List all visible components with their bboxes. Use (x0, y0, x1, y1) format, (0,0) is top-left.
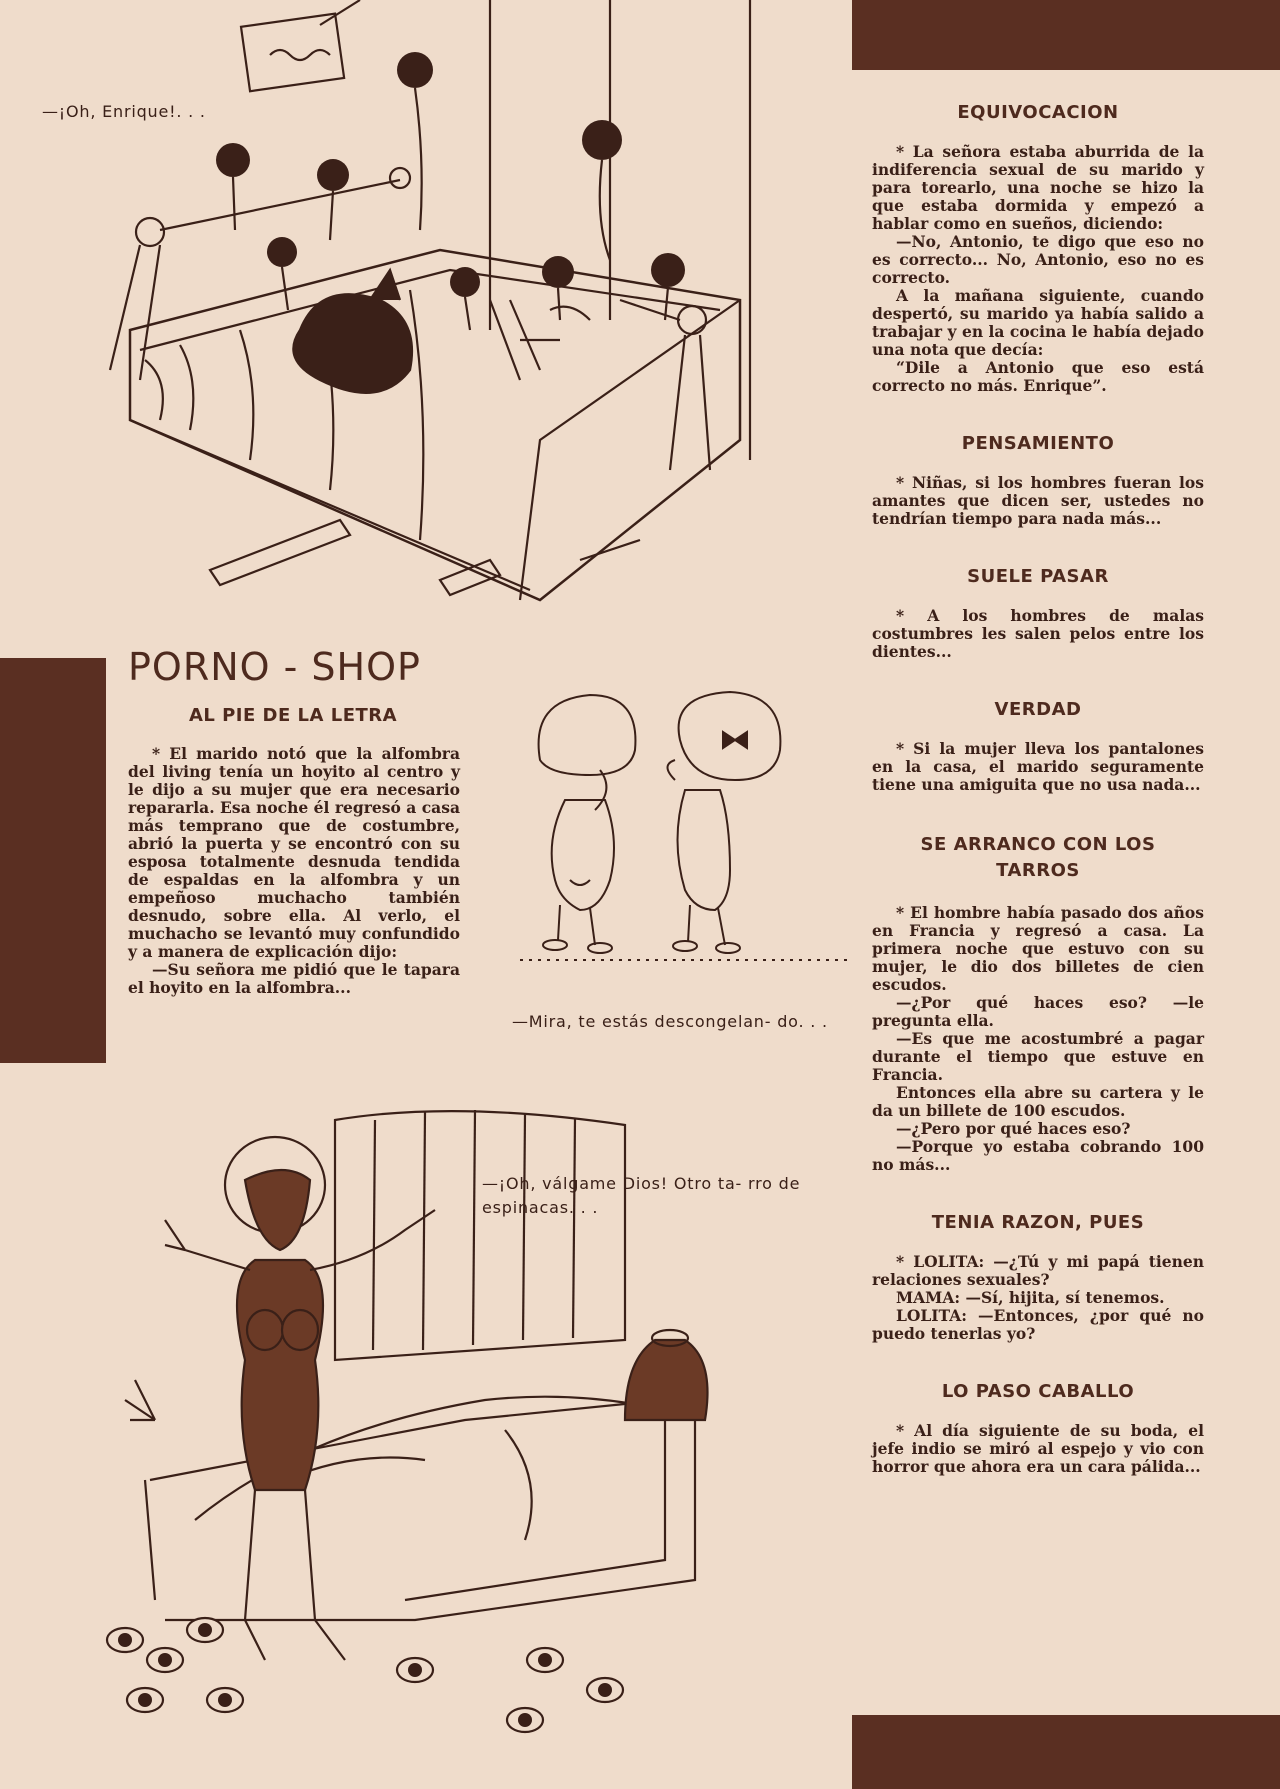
article-body-equivocacion (872, 143, 1204, 395)
paragraph: * El marido notó que la alfombra del living tenía un hoyito al centro y le dijo a su mujer que era necesario repararla. Esa noche él regresó a casa más temprano que de costumbre, abrió la puerta y se encontró con su esposa totalmente desnuda tendida de espaldas en la alfombra y un empeñoso muchacho también desnudo, sobre ella. Al verlo, el muchacho se levantó muy confundido y a manera de explicación dijo: (128, 744, 460, 961)
article-body-se-arranco (872, 904, 1204, 1174)
paragraph: A la mañana siguiente, cuando despertó, su marido ya había salido a trabajar y en la cocina le había dejado una nota que decía: (872, 286, 1204, 359)
bottom-right-band (852, 1715, 1280, 1789)
article-heading-se-arranco: SE ARRANCO CON LOS TARROS (920, 834, 1156, 881)
paragraph: “Dile a Antonio que eso está correcto no más. Enrique”. (872, 358, 1204, 395)
paragraph: —¿Por qué haces eso? —le pregunta ella. (872, 993, 1204, 1030)
paragraph: * LOLITA: —¿Tú y mi papá tienen relaciones sexuales? (872, 1252, 1204, 1289)
article-heading-pensamiento: PENSAMIENTO (961, 433, 1115, 454)
article-body-verdad (872, 740, 1204, 794)
right-column-jokes (872, 102, 1204, 1476)
article-body-lo-paso-caballo (872, 1422, 1204, 1476)
section-title-porno-shop: PORNO - SHOP (128, 645, 421, 689)
paragraph: —Su señora me pidió que le tapara el hoyito en la alfombra... (128, 960, 460, 997)
article-heading-al-pie-de-la-letra: AL PIE DE LA LETRA (188, 705, 398, 726)
article-heading-lo-paso-caballo: LO PASO CABALLO (941, 1381, 1135, 1402)
paragraph: * Niñas, si los hombres fueran los amantes que dicen ser, ustedes no tendrían tiempo para nada más... (872, 473, 1204, 528)
bed-cartoon-illustration (20, 0, 850, 640)
paragraph: * La señora estaba aburrida de la indiferencia sexual de su marido y para torearlo, una noche se hizo la que estaba dormida y empezó a hablar como en sueños, diciendo: (872, 142, 1204, 233)
article-heading-tenia-razon: TENIA RAZON, PUES (931, 1212, 1145, 1233)
paragraph: * Al día siguiente de su boda, el jefe indio se miró al espejo y vio con horror que ahora era un cara pálida... (872, 1421, 1204, 1476)
paragraph: —¿Pero por qué haces eso? (896, 1119, 1131, 1138)
caption-espinacas: —¡Oh, válgame Dios! Otro ta- rro de espinacas. . . (482, 1174, 801, 1217)
article-body-pensamiento (872, 474, 1204, 528)
paragraph: MAMA: —Sí, hijita, sí tenemos. (896, 1288, 1165, 1307)
article-body-suele-pasar (872, 607, 1204, 661)
article-heading-verdad: VERDAD (994, 699, 1082, 720)
left-side-band (0, 658, 106, 1063)
article-body-tenia-razon (872, 1253, 1204, 1343)
caption-oh-enrique: —¡Oh, Enrique!. . . (42, 102, 206, 121)
paragraph: * Si la mujer lleva los pantalones en la casa, el marido seguramente tiene una amiguita que no usa nada... (872, 739, 1204, 794)
article-heading-suele-pasar: SUELE PASAR (967, 566, 1109, 587)
article-heading-equivocacion: EQUIVOCACION (957, 102, 1119, 123)
paragraph: —Porque yo estaba cobrando 100 no más... (872, 1137, 1204, 1174)
top-right-band (852, 0, 1280, 70)
paragraph: LOLITA: —Entonces, ¿por qué no puedo tenerlas yo? (872, 1306, 1204, 1343)
paragraph: * A los hombres de malas costumbres les salen pelos entre los dientes... (872, 606, 1204, 661)
paragraph: —Es que me acostumbré a pagar durante el tiempo que estuve en Francia. (872, 1029, 1204, 1084)
paragraph: —No, Antonio, te digo que eso no es correcto... No, Antonio, eso no es correcto. (872, 232, 1204, 287)
paragraph: * El hombre había pasado dos años en Francia y regresó a casa. La primera noche que estuvo con su mujer, le dio dos billetes de cien escudos. (872, 903, 1204, 994)
caption-descongelando: —Mira, te estás descongelan- do. . . (512, 1012, 828, 1031)
paragraph: Entonces ella abre su cartera y le da un billete de 100 escudos. (872, 1083, 1204, 1120)
kids-cartoon-illustration (520, 680, 850, 980)
article-body-al-pie-de-la-letra (128, 745, 460, 997)
